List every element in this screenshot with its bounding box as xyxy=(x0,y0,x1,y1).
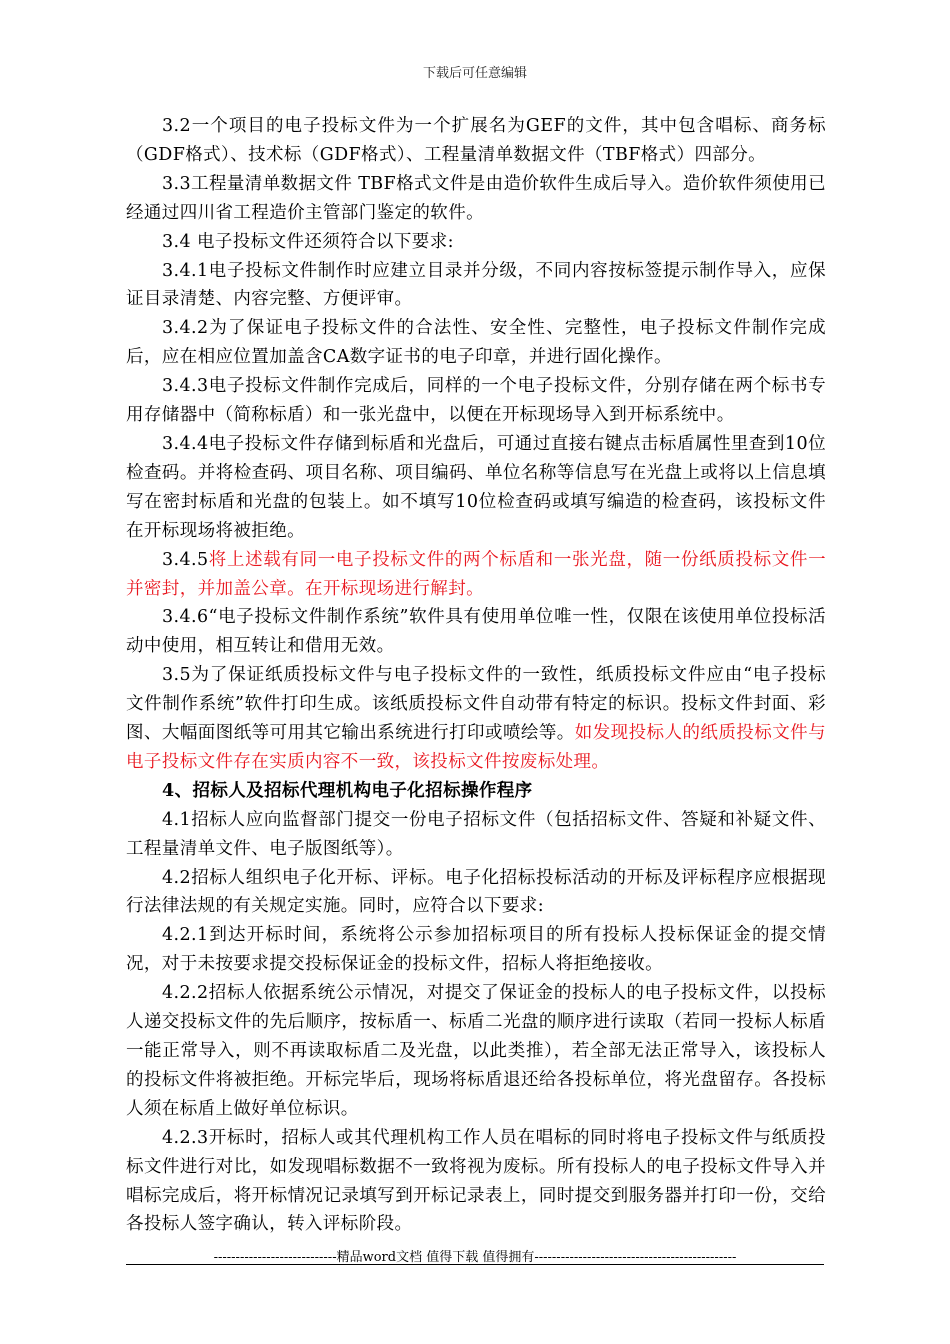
paragraph-3-4-5 xyxy=(126,546,826,604)
paragraph-3-4-3: 3.4.3电子投标文件制作完成后，同样的一个电子投标文件，分别存储在两个标书专用存储器中（简称标盾）和一张光盘中，以便在开标现场导入到开标系统中。 xyxy=(126,376,826,426)
paragraph-4-2-1: 4.2.1到达开标时间，系统将公示参加招标项目的所有投标人投标保证金的提交情况，对于未按要求提交投标保证金的投标文件，招标人将拒绝接收。 xyxy=(126,925,826,975)
paragraph-3-3: 3.3工程量清单数据文件 TBF格式文件是由造价软件生成后导入。造价软件须使用已经通过四川省工程造价主管部门鉴定的软件。 xyxy=(126,173,826,223)
paragraph-4-2: 4.2招标人组织电子化开标、评标。电子化招标投标活动的开标及评标程序应根据现行法律法规的有关规定实施。同时，应符合以下要求: xyxy=(126,867,826,917)
paragraph-3-2: 3.2一个项目的电子投标文件为一个扩展名为GEF的文件，其中包含唱标、商务标（GDF格式）、技术标（GDF格式）、工程量清单数据文件（TBF格式）四部分。 xyxy=(126,116,826,165)
paragraph-4-2-3: 4.2.3开标时，招标人或其代理机构工作人员在唱标的同时将电子投标文件与纸质投标文件进行对比，如发现唱标数据不一致将视为废标。所有投标人的电子投标文件导入并唱标完成后，将开标情况记录填写到开标记录表上，同时提交到服务器并打印一份，交给各投标人签字确认，转入评标阶段。 xyxy=(126,1127,826,1235)
paragraph-3-5-text: 3.5为了保证纸质投标文件与电子投标文件的一致性，纸质投标文件应由“电子投标文件制作系统”软件打印生成。该纸质投标文件自动带有特定的标识。投标文件封面、彩图、大幅面图纸等可用其它输出系统进行打印或喷绘等。 xyxy=(126,665,826,744)
paragraph-4-2-2: 4.2.2招标人依据系统公示情况，对提交了保证金的投标人的电子投标文件，以投标人递交投标文件的先后顺序，按标盾一、标盾二光盘的顺序进行读取（若同一投标人标盾一能正常导入，则不再读取标盾二及光盘，以此类推），若全部无法正常导入，该投标人的投标文件将被拒绝。开标完毕后，现场将标盾退还给各投标单位，将光盘留存。各投标人须在标盾上做好单位标识。 xyxy=(126,983,826,1119)
footer-divider xyxy=(126,1264,824,1265)
paragraph-3-4-5-highlight: 将上述载有同一电子投标文件的两个标盾和一张光盘，随一份纸质投标文件一并密封，并加盖公章。在开标现场进行解封。 xyxy=(126,549,826,599)
header-note: 下载后可任意编辑 xyxy=(422,66,527,81)
paragraph-4-1: 4.1招标人应向监督部门提交一份电子招标文件（包括招标文件、答疑和补疑文件、工程量清单文件、电子版图纸等）。 xyxy=(126,809,826,859)
paragraph-3-4-5-number: 3.4.5 xyxy=(162,549,209,570)
paragraph-3-5-highlight: 如发现投标人的纸质投标文件与电子投标文件存在实质内容不一致，该投标文件按废标处理。 xyxy=(126,723,826,772)
paragraph-3-5 xyxy=(126,661,826,777)
document-body xyxy=(126,112,826,1239)
footer-note: ----------------------------精品word文档 值得下载 值得拥有---------------------------------------------- xyxy=(213,1250,737,1265)
section-4-heading: 4、招标人及招标代理机构电子化招标操作程序 xyxy=(162,780,533,801)
paragraph-3-4-1: 3.4.1电子投标文件制作时应建立目录并分级，不同内容按标签提示制作导入，应保证目录清楚、内容完整、方便评审。 xyxy=(126,260,826,310)
paragraph-3-4-4: 3.4.4电子投标文件存储到标盾和光盘后，可通过直接右键点击标盾属性里查到10位检查码。并将检查码、项目名称、项目编码、单位名称等信息写在光盘上或将以上信息填写在密封标盾和光盘的包装上。如不填写10位检查码或填写编造的检查码，该投标文件在开标现场将被拒绝。 xyxy=(126,433,826,541)
paragraph-3-4: 3.4 电子投标文件还须符合以下要求: xyxy=(162,231,454,252)
paragraph-3-4-6: 3.4.6“电子投标文件制作系统”软件具有使用单位唯一性，仅限在该使用单位投标活动中使用，相互转让和借用无效。 xyxy=(126,607,826,657)
paragraph-3-4-2: 3.4.2为了保证电子投标文件的合法性、安全性、完整性，电子投标文件制作完成后，应在相应位置加盖含CA数字证书的电子印章，并进行固化操作。 xyxy=(126,318,826,368)
